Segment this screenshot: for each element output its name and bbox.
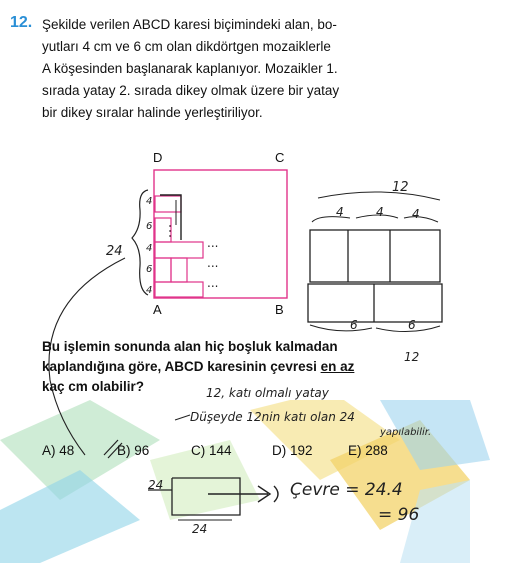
sketch-bottom-total: 12 [404, 350, 420, 364]
option-b[interactable]: B) 96 [117, 443, 150, 458]
question-line: sırada yatay 2. sırada dikey olmak üzere bir yatay [42, 83, 340, 98]
dots: ... [207, 276, 219, 290]
mosaic-tile [155, 196, 181, 212]
sketch-top-part: 4 [412, 207, 420, 221]
sketch-top-total: 12 [392, 180, 409, 195]
mosaic-tile [155, 258, 171, 282]
sketch-bottom-part: 6 [408, 318, 416, 332]
option-d[interactable]: D) 192 [272, 443, 313, 458]
sketch-top-part: 4 [336, 205, 344, 219]
prompt-line [42, 357, 354, 377]
label-d: D [153, 150, 163, 165]
note-line: yapılabilir. [380, 427, 432, 438]
side-digit: 6 [146, 264, 153, 275]
label-b: B [275, 302, 284, 317]
prompt-emphasis: en az [320, 359, 355, 374]
note-line: 12, katı olmalı yatay [206, 386, 329, 400]
side-digit: 6 [146, 221, 153, 232]
sketch-rect [308, 284, 442, 322]
result-line: Çevre = 24.4 [290, 480, 403, 500]
question-line: yutları 4 cm ve 6 cm olan dikdörtgen mozaiklerle [42, 39, 331, 54]
sketch-bottom-part: 6 [350, 318, 358, 332]
question-line: A köşesinden başlanarak kaplanıyor. Mozaikler 1. [42, 61, 338, 76]
square-abcd [154, 170, 287, 298]
prompt-line: Bu işlemin sonunda alan hiç boşluk kalmadan [42, 339, 338, 354]
sketch-top-part: 4 [376, 205, 384, 219]
dots: ... [207, 256, 219, 270]
box-side: 24 [148, 478, 164, 492]
result-line: = 96 [378, 505, 420, 525]
option-e[interactable]: E) 288 [348, 443, 388, 458]
question-line: bir dikey sıralar halinde yerleştiriliyor. [42, 105, 263, 120]
option-c[interactable]: C) 144 [191, 443, 232, 458]
sketch-rect [310, 230, 440, 282]
side-digit: 4 [146, 285, 153, 296]
prompt-line: kaç cm olabilir? [42, 379, 145, 394]
label-c: C [275, 150, 285, 165]
mosaic-tile [155, 218, 171, 242]
box-bottom: 24 [192, 522, 208, 536]
dots: ... [207, 236, 219, 250]
mosaic-tile [171, 258, 187, 282]
question-line: Şekilde verilen ABCD karesi biçimindeki alan, bo- [42, 17, 337, 32]
side-total: 24 [106, 244, 123, 259]
mosaic-tile [155, 242, 203, 258]
mosaic-tile [155, 282, 203, 297]
side-digit: 4 [146, 196, 153, 207]
option-a[interactable]: A) 48 [42, 443, 75, 458]
prompt-text: kaplandığına göre, ABCD karesinin çevresi [42, 359, 321, 374]
note-line: Düşeyde 12nin katı olan 24 [190, 410, 355, 424]
label-a: A [153, 302, 162, 317]
side-digit: 4 [146, 243, 153, 254]
question-number: 12. [10, 14, 33, 31]
